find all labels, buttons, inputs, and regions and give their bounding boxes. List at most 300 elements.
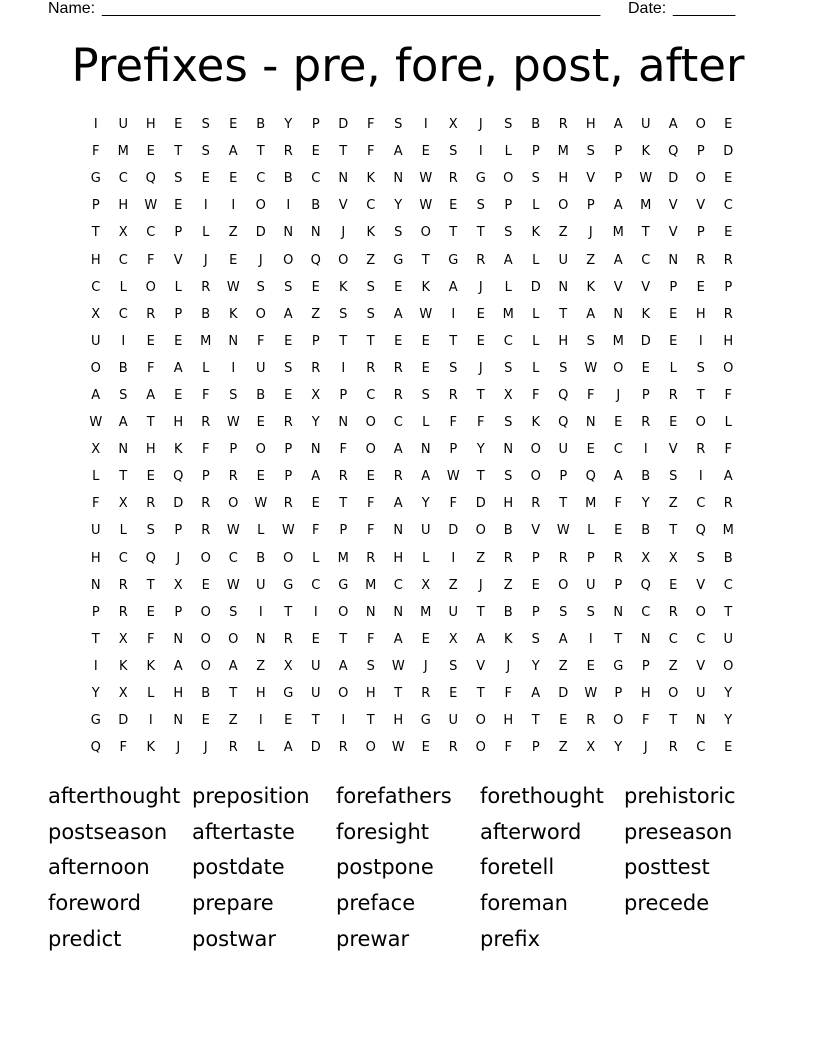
grid-letter: T bbox=[339, 631, 348, 647]
grid-letter: R bbox=[201, 415, 211, 431]
grid-letter: U bbox=[255, 577, 266, 593]
grid-letter: R bbox=[201, 523, 211, 539]
grid-letter: E bbox=[724, 740, 733, 756]
word-list-item: posttest bbox=[624, 855, 710, 880]
word-list-item: afterthought bbox=[48, 783, 181, 808]
grid-letter: P bbox=[531, 550, 540, 566]
grid-letter: F bbox=[504, 686, 512, 702]
grid-letter: F bbox=[202, 442, 210, 458]
grid-letter: U bbox=[310, 686, 321, 702]
grid-row bbox=[82, 707, 742, 734]
grid-letter: R bbox=[201, 496, 211, 512]
grid-letter: O bbox=[668, 686, 679, 702]
grid-letter: B bbox=[503, 604, 513, 620]
grid-letter: F bbox=[367, 117, 375, 133]
grid-letter: X bbox=[118, 631, 128, 647]
grid-letter: R bbox=[696, 252, 706, 268]
grid-letter: I bbox=[698, 333, 703, 349]
grid-row bbox=[82, 355, 742, 382]
grid-letter: Q bbox=[145, 550, 156, 566]
grid-letter: B bbox=[201, 306, 211, 322]
grid-letter: T bbox=[174, 144, 183, 160]
word-list-item: postseason bbox=[48, 819, 168, 844]
grid-letter: J bbox=[616, 387, 621, 403]
grid-letter: T bbox=[119, 469, 128, 485]
grid-letter: F bbox=[147, 631, 155, 647]
grid-letter: A bbox=[668, 117, 678, 133]
grid-letter: O bbox=[283, 550, 294, 566]
grid-letter: C bbox=[696, 496, 706, 512]
grid-letter: A bbox=[421, 469, 431, 485]
grid-letter: L bbox=[587, 523, 595, 539]
grid-letter: W bbox=[639, 171, 653, 187]
grid-letter: A bbox=[338, 658, 348, 674]
grid-letter: S bbox=[531, 631, 540, 647]
grid-letter: N bbox=[255, 631, 266, 647]
grid-letter: L bbox=[174, 279, 182, 295]
grid-letter: E bbox=[174, 117, 183, 133]
grid-letter: V bbox=[476, 658, 486, 674]
grid-letter: O bbox=[695, 171, 706, 187]
grid-letter: X bbox=[311, 387, 321, 403]
grid-row bbox=[82, 599, 742, 626]
grid-letter: E bbox=[146, 144, 155, 160]
grid-letter: E bbox=[174, 198, 183, 214]
grid-letter: P bbox=[311, 333, 320, 349]
grid-letter: D bbox=[255, 225, 266, 241]
grid-letter: B bbox=[118, 360, 128, 376]
grid-letter: Y bbox=[394, 198, 403, 214]
grid-letter: F bbox=[367, 631, 375, 647]
grid-letter: C bbox=[393, 415, 403, 431]
grid-letter: I bbox=[313, 604, 318, 620]
word-list-item: precede bbox=[624, 891, 710, 916]
grid-letter: R bbox=[558, 117, 568, 133]
grid-letter: H bbox=[695, 306, 706, 322]
grid-letter: H bbox=[90, 252, 101, 268]
grid-letter: R bbox=[228, 469, 238, 485]
grid-letter: A bbox=[173, 360, 183, 376]
grid-row bbox=[82, 463, 742, 490]
grid-letter: R bbox=[476, 252, 486, 268]
grid-letter: T bbox=[256, 144, 265, 160]
grid-letter: E bbox=[641, 360, 650, 376]
grid-letter: R bbox=[586, 713, 596, 729]
grid-letter: I bbox=[258, 604, 263, 620]
grid-letter: M bbox=[640, 198, 652, 214]
grid-letter: A bbox=[393, 496, 403, 512]
grid-letter: R bbox=[668, 604, 678, 620]
grid-letter: O bbox=[145, 279, 156, 295]
grid-letter: B bbox=[311, 198, 321, 214]
grid-letter: A bbox=[228, 658, 238, 674]
grid-letter: N bbox=[310, 225, 321, 241]
grid-letter: I bbox=[451, 550, 456, 566]
grid-letter: X bbox=[421, 577, 431, 593]
grid-letter: I bbox=[93, 117, 98, 133]
grid-letter: H bbox=[640, 686, 651, 702]
grid-letter: R bbox=[668, 387, 678, 403]
grid-letter: X bbox=[91, 306, 101, 322]
grid-letter: M bbox=[337, 550, 349, 566]
grid-letter: C bbox=[118, 252, 128, 268]
grid-letter: H bbox=[558, 171, 569, 187]
grid-letter: Q bbox=[558, 387, 569, 403]
grid-letter: G bbox=[90, 171, 101, 187]
grid-letter: R bbox=[723, 252, 733, 268]
grid-letter: X bbox=[503, 387, 513, 403]
grid-letter: F bbox=[202, 387, 210, 403]
grid-letter: P bbox=[201, 469, 210, 485]
grid-letter: P bbox=[174, 306, 183, 322]
grid-letter: Y bbox=[724, 686, 733, 702]
word-list-item: prewar bbox=[336, 927, 410, 952]
grid-letter: R bbox=[448, 387, 458, 403]
grid-letter: F bbox=[367, 496, 375, 512]
grid-letter: B bbox=[283, 171, 293, 187]
word-list-item: afterword bbox=[480, 819, 582, 844]
grid-letter: C bbox=[613, 442, 623, 458]
grid-letter: S bbox=[229, 387, 238, 403]
grid-letter: N bbox=[640, 631, 651, 647]
grid-letter: T bbox=[146, 415, 155, 431]
grid-letter: H bbox=[393, 550, 404, 566]
grid-letter: A bbox=[311, 469, 321, 485]
grid-letter: Z bbox=[668, 658, 678, 674]
grid-letter: P bbox=[229, 442, 238, 458]
grid-letter: I bbox=[588, 631, 593, 647]
grid-letter: A bbox=[91, 387, 101, 403]
grid-letter: P bbox=[174, 604, 183, 620]
grid-row bbox=[82, 246, 742, 273]
grid-letter: P bbox=[311, 117, 320, 133]
grid-letter: N bbox=[613, 306, 624, 322]
grid-letter: L bbox=[257, 523, 265, 539]
grid-letter: R bbox=[118, 577, 128, 593]
grid-letter: O bbox=[475, 740, 486, 756]
grid-letter: U bbox=[90, 523, 101, 539]
grid-letter: S bbox=[146, 523, 155, 539]
grid-letter: F bbox=[119, 740, 127, 756]
word-list-item: preseason bbox=[624, 819, 733, 844]
grid-letter: I bbox=[423, 117, 428, 133]
grid-letter: C bbox=[723, 577, 733, 593]
grid-letter: E bbox=[476, 333, 485, 349]
grid-letter: G bbox=[613, 658, 624, 674]
grid-letter: F bbox=[312, 523, 320, 539]
word-list-item: prefix bbox=[480, 927, 541, 952]
grid-letter: U bbox=[558, 442, 568, 458]
grid-letter: U bbox=[448, 604, 458, 620]
word-list-item: prehistoric bbox=[624, 783, 736, 808]
grid-letter: F bbox=[532, 387, 540, 403]
grid-letter: H bbox=[393, 713, 404, 729]
grid-letter: D bbox=[475, 496, 486, 512]
grid-letter: T bbox=[339, 333, 348, 349]
grid-letter: T bbox=[476, 686, 485, 702]
grid-letter: O bbox=[695, 117, 706, 133]
grid-letter: P bbox=[641, 387, 650, 403]
grid-letter: E bbox=[586, 442, 595, 458]
grid-letter: E bbox=[449, 686, 458, 702]
grid-letter: R bbox=[118, 604, 128, 620]
grid-letter: P bbox=[91, 604, 100, 620]
grid-letter: O bbox=[90, 360, 101, 376]
grid-letter: W bbox=[144, 198, 158, 214]
grid-letter: N bbox=[338, 171, 349, 187]
grid-letter: J bbox=[478, 577, 483, 593]
grid-letter: J bbox=[643, 740, 648, 756]
grid-letter: S bbox=[366, 279, 375, 295]
grid-letter: J bbox=[176, 740, 181, 756]
grid-letter: X bbox=[118, 686, 128, 702]
grid-letter: O bbox=[613, 713, 624, 729]
word-list-item: prepare bbox=[192, 891, 274, 916]
grid-letter: Y bbox=[421, 496, 430, 512]
grid-letter: P bbox=[559, 469, 568, 485]
grid-letter: R bbox=[283, 496, 293, 512]
grid-letter: M bbox=[585, 496, 597, 512]
grid-letter: T bbox=[229, 686, 238, 702]
word-list-item: afternoon bbox=[48, 855, 150, 880]
grid-letter: O bbox=[530, 442, 541, 458]
grid-letter: N bbox=[558, 279, 569, 295]
grid-letter: R bbox=[531, 496, 541, 512]
grid-letter: O bbox=[338, 686, 349, 702]
grid-letter: Q bbox=[668, 144, 679, 160]
grid-letter: Z bbox=[476, 550, 486, 566]
grid-letter: A bbox=[173, 658, 183, 674]
grid-letter: A bbox=[393, 442, 403, 458]
grid-letter: D bbox=[530, 279, 541, 295]
grid-letter: V bbox=[641, 279, 651, 295]
grid-letter: P bbox=[449, 442, 458, 458]
grid-letter: E bbox=[531, 577, 540, 593]
grid-letter: P bbox=[174, 225, 183, 241]
grid-letter: Y bbox=[614, 740, 623, 756]
grid-letter: P bbox=[504, 198, 513, 214]
name-line: ________________________________________________________ bbox=[102, 0, 601, 17]
grid-letter: T bbox=[146, 577, 155, 593]
grid-letter: S bbox=[476, 198, 485, 214]
grid-letter: U bbox=[558, 252, 568, 268]
grid-letter: T bbox=[669, 523, 678, 539]
grid-letter: L bbox=[92, 469, 100, 485]
grid-letter: B bbox=[723, 550, 733, 566]
word-list-row bbox=[48, 814, 768, 850]
grid-letter: A bbox=[613, 252, 623, 268]
grid-letter: E bbox=[311, 496, 320, 512]
grid-letter: R bbox=[448, 740, 458, 756]
grid-letter: T bbox=[531, 713, 540, 729]
grid-letter: M bbox=[612, 333, 624, 349]
grid-letter: L bbox=[119, 523, 127, 539]
grid-letter: O bbox=[613, 360, 624, 376]
grid-letter: X bbox=[118, 225, 128, 241]
grid-letter: L bbox=[532, 252, 540, 268]
grid-letter: L bbox=[312, 550, 320, 566]
grid-letter: R bbox=[393, 387, 403, 403]
grid-letter: R bbox=[283, 415, 293, 431]
grid-letter: Y bbox=[724, 713, 733, 729]
grid-letter: E bbox=[614, 523, 623, 539]
grid-row bbox=[82, 545, 742, 572]
grid-letter: T bbox=[449, 333, 458, 349]
grid-letter: N bbox=[585, 415, 596, 431]
grid-letter: C bbox=[503, 333, 513, 349]
grid-letter: K bbox=[641, 306, 651, 322]
grid-letter: S bbox=[449, 360, 458, 376]
grid-letter: Z bbox=[558, 740, 568, 756]
grid-letter: E bbox=[174, 333, 183, 349]
grid-letter: T bbox=[641, 225, 650, 241]
grid-letter: P bbox=[531, 740, 540, 756]
grid-letter: E bbox=[476, 306, 485, 322]
grid-letter: W bbox=[446, 469, 460, 485]
grid-row bbox=[82, 138, 742, 165]
grid-row bbox=[82, 165, 742, 192]
grid-letter: N bbox=[393, 171, 404, 187]
grid-letter: T bbox=[339, 496, 348, 512]
grid-letter: E bbox=[146, 469, 155, 485]
grid-letter: R bbox=[641, 415, 651, 431]
grid-letter: C bbox=[393, 577, 403, 593]
grid-letter: S bbox=[504, 469, 513, 485]
word-list-item: predict bbox=[48, 927, 122, 952]
grid-letter: R bbox=[503, 550, 513, 566]
grid-letter: A bbox=[613, 198, 623, 214]
grid-letter: E bbox=[559, 713, 568, 729]
grid-letter: Y bbox=[531, 658, 540, 674]
grid-letter: X bbox=[283, 658, 293, 674]
grid-letter: N bbox=[228, 333, 239, 349]
grid-letter: R bbox=[338, 740, 348, 756]
grid-letter: T bbox=[394, 686, 403, 702]
grid-letter: Q bbox=[640, 577, 651, 593]
grid-letter: N bbox=[90, 577, 101, 593]
grid-letter: C bbox=[311, 577, 321, 593]
grid-letter: A bbox=[613, 469, 623, 485]
grid-letter: F bbox=[504, 740, 512, 756]
grid-letter: Q bbox=[145, 171, 156, 187]
word-list-row bbox=[48, 921, 768, 957]
grid-letter: K bbox=[146, 658, 156, 674]
grid-letter: J bbox=[423, 658, 428, 674]
grid-letter: E bbox=[669, 415, 678, 431]
grid-letter: G bbox=[420, 713, 431, 729]
grid-letter: E bbox=[256, 415, 265, 431]
grid-letter: T bbox=[696, 387, 705, 403]
grid-letter: F bbox=[642, 713, 650, 729]
word-search-grid bbox=[82, 111, 742, 761]
grid-letter: Z bbox=[366, 252, 376, 268]
grid-letter: K bbox=[641, 144, 651, 160]
page-title: Prefixes - pre, fore, post, after bbox=[71, 39, 745, 92]
grid-letter: S bbox=[449, 144, 458, 160]
grid-letter: D bbox=[173, 496, 184, 512]
grid-letter: L bbox=[422, 415, 430, 431]
grid-letter: O bbox=[365, 415, 376, 431]
grid-letter: V bbox=[613, 279, 623, 295]
grid-letter: C bbox=[641, 604, 651, 620]
grid-letter: P bbox=[586, 198, 595, 214]
grid-letter: D bbox=[310, 740, 321, 756]
grid-letter: E bbox=[614, 415, 623, 431]
grid-letter: F bbox=[92, 496, 100, 512]
grid-letter: S bbox=[559, 604, 568, 620]
grid-letter: O bbox=[530, 469, 541, 485]
grid-letter: E bbox=[229, 171, 238, 187]
grid-letter: T bbox=[91, 631, 100, 647]
grid-letter: N bbox=[393, 604, 404, 620]
grid-letter: L bbox=[504, 279, 512, 295]
grid-letter: E bbox=[311, 279, 320, 295]
grid-row bbox=[82, 626, 742, 653]
grid-letter: Z bbox=[503, 577, 513, 593]
word-list-item: preface bbox=[336, 891, 416, 916]
grid-letter: W bbox=[254, 496, 268, 512]
grid-letter: R bbox=[668, 740, 678, 756]
grid-letter: M bbox=[557, 144, 569, 160]
grid-letter: S bbox=[201, 117, 210, 133]
grid-letter: F bbox=[257, 333, 265, 349]
grid-letter: S bbox=[201, 144, 210, 160]
grid-letter: U bbox=[640, 117, 651, 133]
grid-letter: H bbox=[503, 496, 514, 512]
grid-letter: S bbox=[586, 144, 595, 160]
grid-letter: T bbox=[366, 713, 375, 729]
grid-letter: U bbox=[448, 713, 458, 729]
grid-letter: U bbox=[420, 523, 431, 539]
grid-letter: U bbox=[723, 631, 733, 647]
grid-letter: G bbox=[338, 577, 349, 593]
word-list-item: foreword bbox=[48, 891, 141, 916]
grid-letter: O bbox=[200, 631, 211, 647]
grid-letter: R bbox=[338, 469, 348, 485]
grid-letter: Q bbox=[585, 469, 596, 485]
grid-letter: O bbox=[420, 225, 431, 241]
grid-letter: I bbox=[643, 442, 648, 458]
grid-letter: R bbox=[146, 306, 156, 322]
grid-letter: S bbox=[504, 117, 513, 133]
grid-letter: C bbox=[118, 306, 128, 322]
grid-letter: Z bbox=[228, 225, 238, 241]
grid-letter: J bbox=[258, 252, 263, 268]
grid-letter: P bbox=[586, 550, 595, 566]
grid-letter: P bbox=[614, 144, 623, 160]
grid-letter: P bbox=[339, 387, 348, 403]
grid-letter: D bbox=[668, 171, 679, 187]
grid-row bbox=[82, 680, 742, 707]
grid-letter: B bbox=[201, 686, 211, 702]
date-line: _______ bbox=[673, 0, 736, 17]
grid-letter: Q bbox=[695, 523, 706, 539]
grid-letter: D bbox=[558, 686, 569, 702]
grid-letter: O bbox=[338, 604, 349, 620]
grid-letter: R bbox=[723, 496, 733, 512]
grid-letter: R bbox=[393, 360, 403, 376]
grid-letter: J bbox=[176, 550, 181, 566]
grid-letter: S bbox=[449, 658, 458, 674]
grid-letter: D bbox=[448, 523, 459, 539]
grid-letter: M bbox=[200, 333, 212, 349]
grid-letter: S bbox=[366, 306, 375, 322]
grid-letter: S bbox=[696, 360, 705, 376]
grid-letter: M bbox=[365, 577, 377, 593]
word-list bbox=[48, 778, 768, 957]
grid-letter: O bbox=[475, 523, 486, 539]
grid-letter: F bbox=[449, 415, 457, 431]
